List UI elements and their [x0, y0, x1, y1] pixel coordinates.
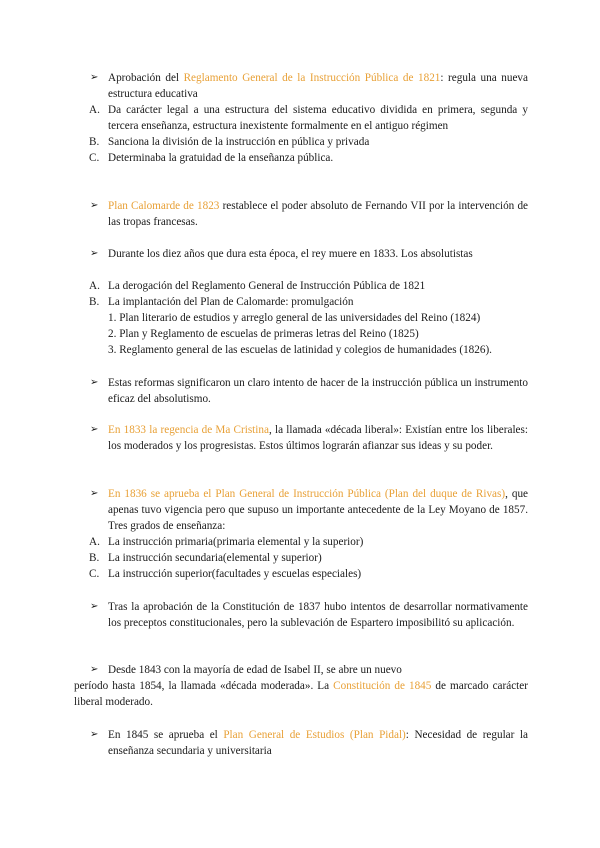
- sub-list-item: 3. Reglamento general de las escuelas de latinidad y colegios de humanidades (1826).: [108, 344, 492, 356]
- bullet-text: , que apenas tuvo vigencia pero que supuso un importante antecedente de la Ley Moyano de 1857. Tres grados de enseñanza:: [108, 488, 528, 532]
- list-item-text: La derogación del Reglamento General de Instrucción Pública de 1821: [108, 280, 426, 292]
- arrow-bullet-icon: ➢: [90, 488, 99, 499]
- list-item-text: Da carácter legal a una estructura del sistema educativo dividida en primera, segunda y tercera enseñanza, estructura inexistente formalmente en el antiguo régimen: [108, 104, 528, 132]
- list-item: [74, 102, 528, 134]
- list-marker: A.: [89, 280, 100, 292]
- bullet-text: Estas reformas significaron un claro intento de hacer de la instrucción pública un instrumento eficaz del absolutismo.: [108, 377, 528, 405]
- bullet-text: restablece el poder absoluto de Fernando VII por la intervención de las tropas francesas.: [108, 200, 528, 228]
- highlighted-text: Plan Calomarde de 1823: [108, 200, 220, 212]
- bullet-item: [74, 198, 528, 230]
- bullet-item: [74, 375, 528, 407]
- bullet-text: : regula una nueva estructura educativa: [108, 72, 528, 100]
- list-item-text: La instrucción secundaria(elemental y superior): [108, 552, 322, 564]
- list-item-text: Determinaba la gratuidad de la enseñanza pública.: [108, 152, 334, 164]
- arrow-bullet-icon: ➢: [90, 72, 99, 83]
- bullet-text: Desde 1843 con la mayoría de edad de Isabel II, se abre un nuevo: [108, 664, 402, 676]
- highlighted-text: Constitución de 1845: [333, 680, 432, 692]
- list-item-text: La implantación del Plan de Calomarde: promulgación: [108, 296, 354, 308]
- list-item-text: La instrucción superior(facultades y escuelas especiales): [108, 568, 362, 580]
- section-constitucion-1837: [74, 599, 528, 631]
- bullet-item: [74, 486, 528, 534]
- bullet-text: En 1845 se aprueba el: [108, 729, 224, 741]
- bullet-text: , la llamada «década liberal»: Existían entre los liberales: los moderados y los progresistas. Estos últimos lograrán afianzar sus ideas y su poder.: [108, 424, 528, 452]
- list-item: [74, 294, 528, 310]
- list-marker: A.: [89, 536, 100, 548]
- bullet-text: Durante los diez años que dura esta época, el rey muere en 1833. Los absolutistas: [108, 248, 473, 260]
- list-marker: C.: [89, 568, 100, 580]
- arrow-bullet-icon: ➢: [90, 729, 99, 740]
- section-plan-calomarde: [74, 198, 528, 230]
- section-reformas: [74, 375, 528, 407]
- list-item: [74, 134, 528, 150]
- list-item: [74, 278, 528, 294]
- paragraph-text: período hasta 1854, la llamada «década moderada». La: [74, 680, 334, 692]
- list-item: [74, 566, 528, 582]
- list-marker: B.: [89, 552, 100, 564]
- arrow-bullet-icon: ➢: [90, 200, 99, 211]
- list-item-text: La instrucción primaria(primaria elemental y la superior): [108, 536, 364, 548]
- paragraph: [74, 678, 528, 710]
- highlighted-text: En 1836 se aprueba el Plan General de Instrucción Pública (Plan del duque de Rivas): [108, 488, 506, 500]
- section-decada-moderada: [74, 662, 528, 710]
- arrow-bullet-icon: ➢: [90, 377, 99, 388]
- section-reglamento-1821: [74, 70, 528, 166]
- arrow-bullet-icon: ➢: [90, 664, 99, 675]
- bullet-text: Tras la aprobación de la Constitución de 1837 hubo intentos de desarrollar normativamente los preceptos constitucionales, pero la sublevación de Espartero imposibilitó su aplicación.: [108, 601, 528, 629]
- bullet-text: : Necesidad de regular la enseñanza secundaria y universitaria: [108, 729, 528, 757]
- bullet-text: Aprobación del: [108, 72, 184, 84]
- section-plan-1836: [74, 486, 528, 582]
- arrow-bullet-icon: ➢: [90, 248, 99, 259]
- section-plan-pidal: [74, 727, 528, 759]
- list-item-text: Sanciona la división de la instrucción en pública y privada: [108, 136, 370, 148]
- highlighted-text: Plan General de Estudios (Plan Pidal): [223, 729, 406, 741]
- list-marker: B.: [89, 296, 100, 308]
- arrow-bullet-icon: ➢: [90, 601, 99, 612]
- list-marker: B.: [89, 136, 100, 148]
- list-item: [74, 150, 528, 166]
- arrow-bullet-icon: ➢: [90, 424, 99, 435]
- section-regencia: [74, 422, 528, 454]
- paragraph-text: de marcado carácter liberal moderado.: [74, 680, 528, 708]
- list-item: [74, 550, 528, 566]
- bullet-item: [74, 599, 528, 631]
- sub-list-item: 1. Plan literario de estudios y arreglo general de las universidades del Reino (1824): [108, 312, 481, 324]
- bullet-item: [74, 70, 528, 102]
- sub-list-item: 2. Plan y Reglamento de escuelas de primeras letras del Reino (1825): [108, 328, 419, 340]
- list-marker: C.: [89, 152, 100, 164]
- section-absolutistas-list: [74, 278, 528, 358]
- list-item: [74, 534, 528, 550]
- highlighted-text: En 1833 la regencia de Ma Cristina: [108, 424, 269, 436]
- bullet-item: [74, 422, 528, 454]
- highlighted-text: Reglamento General de la Instrucción Pública de 1821: [183, 72, 441, 84]
- list-marker: A.: [89, 104, 100, 116]
- bullet-item: [74, 246, 528, 262]
- section-absolutistas: [74, 246, 528, 262]
- bullet-item: [74, 727, 528, 759]
- bullet-item: [74, 662, 528, 678]
